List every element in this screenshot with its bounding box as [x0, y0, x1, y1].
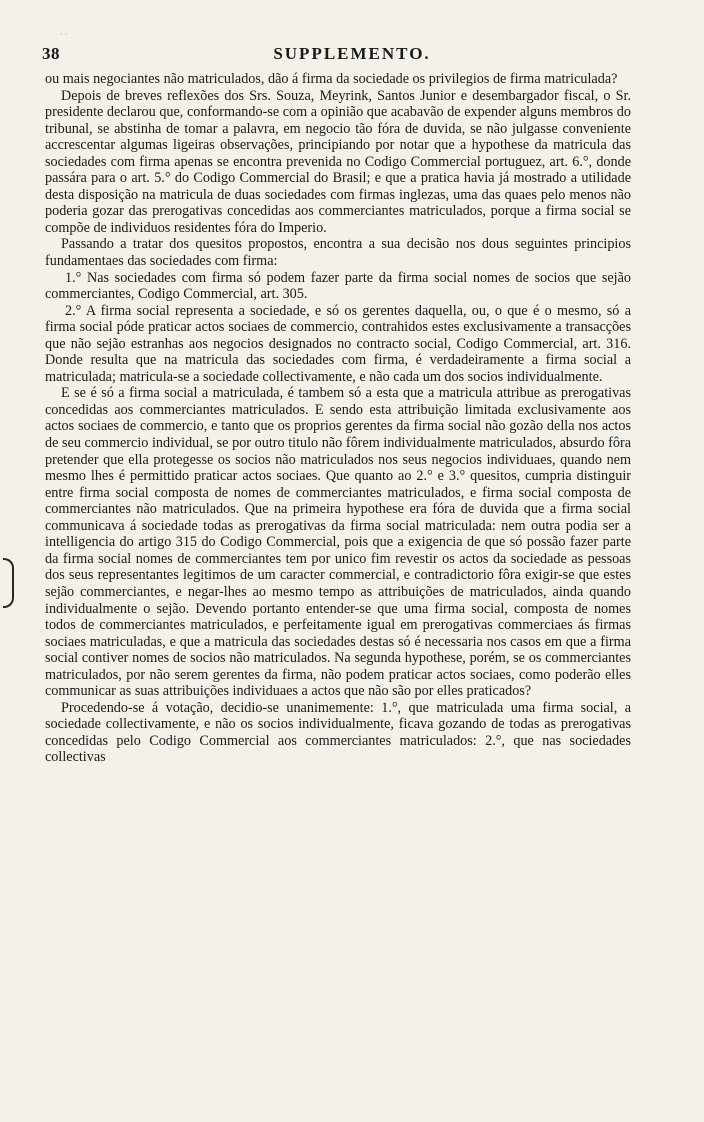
paragraph-continuation: ou mais negociantes não matriculados, dão á firma da sociedade os privilegios de firma matriculada?	[45, 71, 618, 87]
page-speck: · ·	[60, 30, 68, 39]
principle-2: 2.° A firma social representa a sociedade, e só os gerentes daquella, ou, o que é o mesmo, só a firma social póde praticar actos sociaes de commercio, contrahidos estes exclusivamente a transacções que não sejão estranhas aos negocios designados no contracto social, Codigo Commercial, art. 316. Donde resulta que na matricula das sociedades com firma, é verdadeiramente a firma social a matriculada; matricula-se a sociedade collectivamente, e não cada um dos socios individualmente.	[45, 302, 631, 385]
paragraph-vote: Procedendo-se á votação, decidio-se unanimemente: 1.°, que matriculada uma firma social, a sociedade collectivamente, e não os socios individualmente, ficava gozando de todas as prerogativas concedidas pelo Codigo Commercial aos commerciantes matriculados: 2.°, que nas sociedades collectivas	[45, 699, 631, 766]
paragraph-president-remarks: Depois de breves reflexões dos Srs. Souza, Meyrink, Santos Junior e desembargador fiscal, o Sr. presidente declarou que, conformando-se com a opinião que acabavão de expender alguns membros do tribunal, se abstinha de tomar a palavra, em negocio tão fóra de duvida, se não julgasse conveniente accrescentar algumas ligeiras observações, principiando por notar que a hypothese da matricula das sociedades com firma apenas se encontra prevenida no Codigo Commercial portuguez, art. 6.°, donde passára para o art. 5.° do Codigo Commercial do Brasil; e que a pratica havia já mostrado a utilidade desta disposição na matricula de duas sociedades com firmas inglezas, uma das quaes pelo menos não poderia gozar das prerogativas concedidas aos commerciantes matriculados, porque a firma social se compõe de individuos residentes fóra do Imperio.	[45, 87, 631, 236]
page-number: 38	[42, 44, 60, 63]
body-text	[45, 71, 631, 766]
paragraph-principles-intro: Passando a tratar dos quesitos propostos, encontra a sua decisão nos dous seguintes principios fundamentaes das sociedades com firma:	[45, 236, 631, 270]
binding-edge-mark	[3, 558, 14, 608]
principle-1: 1.° Nas sociedades com firma só podem fazer parte da firma social nomes de socios que sejão commerciantes, Codigo Commercial, art. 305.	[45, 269, 631, 303]
running-title: SUPPLEMENTO.	[273, 44, 431, 63]
paragraph-argument: E se é só a firma social a matriculada, é tambem só a esta que a matricula attribue as prerogativas concedidas aos commerciantes matriculados. E sendo esta attribuição limitada exclusivamente aos actos sociaes de commercio, e tanto que os proprios gerentes da firma social não gozão della nos actos de seu commercio individual, se por outro titulo não fôrem individualmente matriculados, absurdo fôra pretender que ella protegesse os socios não matriculados nos seus negocios individuaes, quando nem mesmo lhes é permittido praticar actos sociaes. Que quanto ao 2.° e 3.° quesitos, cumpria distinguir entre firma social composta de nomes de commerciantes matriculados, e firma social composta de commerciantes não matriculados. Que na primeira hypothese era fóra de duvida que a firma social communicava á sociedade todas as prerogativas da firma social matriculada: nem outra podia ser a intelligencia do artigo 315 do Codigo Commercial, pois que a exigencia de que só possão fazer parte da firma social nomes de commerciantes tem por unico fim revestir os actos da sociedade as pessoas dos seus representantes legitimos de um caracter commercial, e contradictorio fôra exigir-se que estes sejão commerciantes, e negar-lhes ao mesmo tempo as attribuições de matriculados, ainda quando individualmente o sejão. Devendo portanto entender-se que uma firma social, composta de nomes todos de commerciantes matriculados, e perfeitamente igual em prerogativas commerciaes ás firmas sociaes matriculadas, e que a matricula das sociedades destas só é necessaria nos casos em que a firma social contiver nomes de socios não matriculados. Na segunda hypothese, porém, se os commerciantes matriculados, por não serem gerentes da firma, não podem praticar actos sociaes, como poderão elles communicar as suas attribuições individuaes a actos que não são por elles praticados?	[45, 385, 631, 700]
